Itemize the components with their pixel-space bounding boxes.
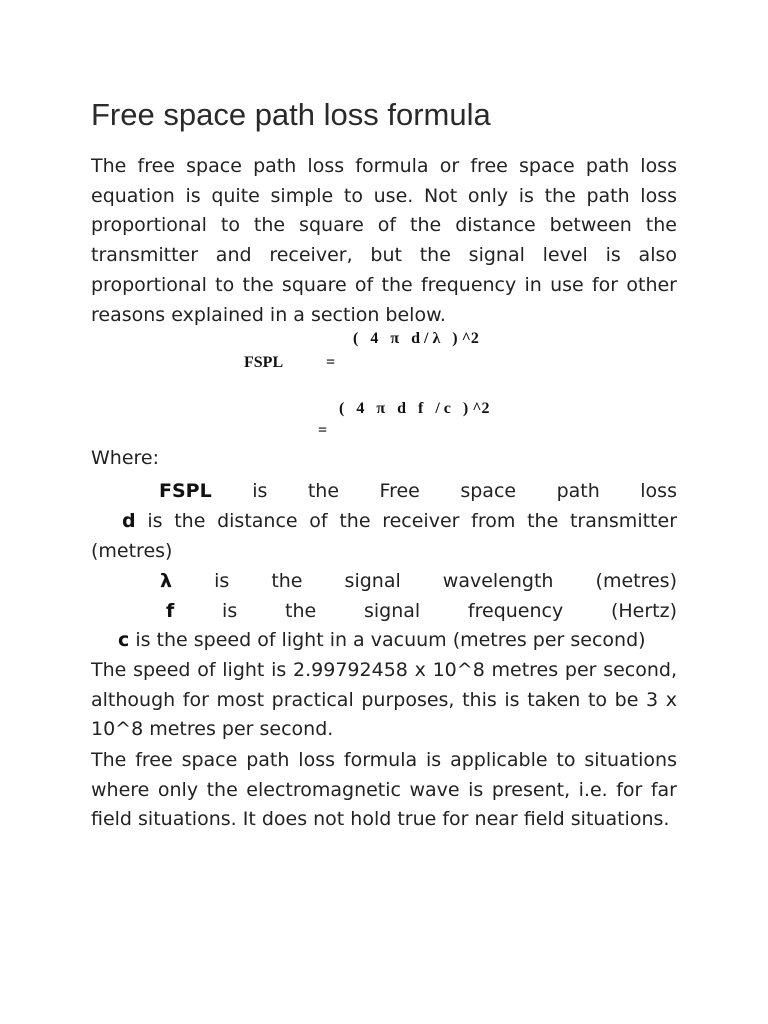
definition-word: (metres) bbox=[595, 570, 677, 592]
definition-word: (Hertz) bbox=[610, 600, 678, 622]
speed-of-light-paragraph: The speed of light is 2.99792458 x 10^8 metres per second, although for most practical purposes, this is taken to be 3 x 10^8 metres per second. bbox=[91, 659, 677, 741]
intro-paragraph: The free space path loss formula or free space path loss equation is quite simple to use. Not only is the path loss proportional to the square of the distance between the transmitter and receiver, but the signal level is also proportional to the square of the frequency in use for other reasons explained in a section below. bbox=[91, 155, 677, 326]
definition-term: f bbox=[166, 600, 175, 622]
definition-word: frequency bbox=[467, 600, 564, 622]
definition-word: space bbox=[460, 480, 517, 502]
definition-word: signal bbox=[363, 600, 421, 622]
definition-word: the bbox=[271, 570, 303, 592]
definition-term: d bbox=[122, 510, 136, 532]
definition-word: wavelength bbox=[442, 570, 554, 592]
definition-lambda bbox=[91, 567, 677, 597]
definition-f bbox=[91, 597, 677, 627]
definition-term: λ bbox=[160, 570, 173, 592]
definition-d bbox=[91, 507, 677, 566]
formula-2-numerator: ( 4 π d f / c ) ^2 bbox=[339, 400, 490, 417]
definition-term: FSPL bbox=[159, 480, 212, 502]
definition-fspl bbox=[91, 477, 677, 507]
page-title: Free space path loss formula bbox=[91, 97, 491, 132]
formula-1-lhs: FSPL bbox=[244, 354, 284, 371]
definition-word: the bbox=[285, 600, 317, 622]
definition-word: path bbox=[556, 480, 600, 502]
applicability-paragraph: The free space path loss formula is applicable to situations where only the electromagnetic wave is present, i.e. for far field situations. It does not hold true for near field situations. bbox=[91, 749, 677, 831]
definition-word: is bbox=[222, 600, 238, 622]
definition-text: is the distance of the receiver from the transmitter (metres) bbox=[91, 510, 677, 562]
definition-c bbox=[91, 626, 677, 656]
definition-word: loss bbox=[640, 480, 677, 502]
formula-1-equals: = bbox=[326, 354, 336, 371]
definition-word: Free bbox=[379, 480, 420, 502]
definition-word: is bbox=[214, 570, 230, 592]
formula-2-equals: = bbox=[318, 422, 328, 439]
definition-term: c bbox=[118, 629, 130, 651]
where-label: Where: bbox=[91, 447, 160, 469]
formula-1-numerator: ( 4 π d / λ ) ^2 bbox=[353, 330, 479, 347]
definition-word: the bbox=[307, 480, 340, 502]
definition-text: is the speed of light in a vacuum (metres per second) bbox=[135, 629, 646, 651]
definition-word: is bbox=[252, 480, 268, 502]
definition-word: signal bbox=[344, 570, 401, 592]
